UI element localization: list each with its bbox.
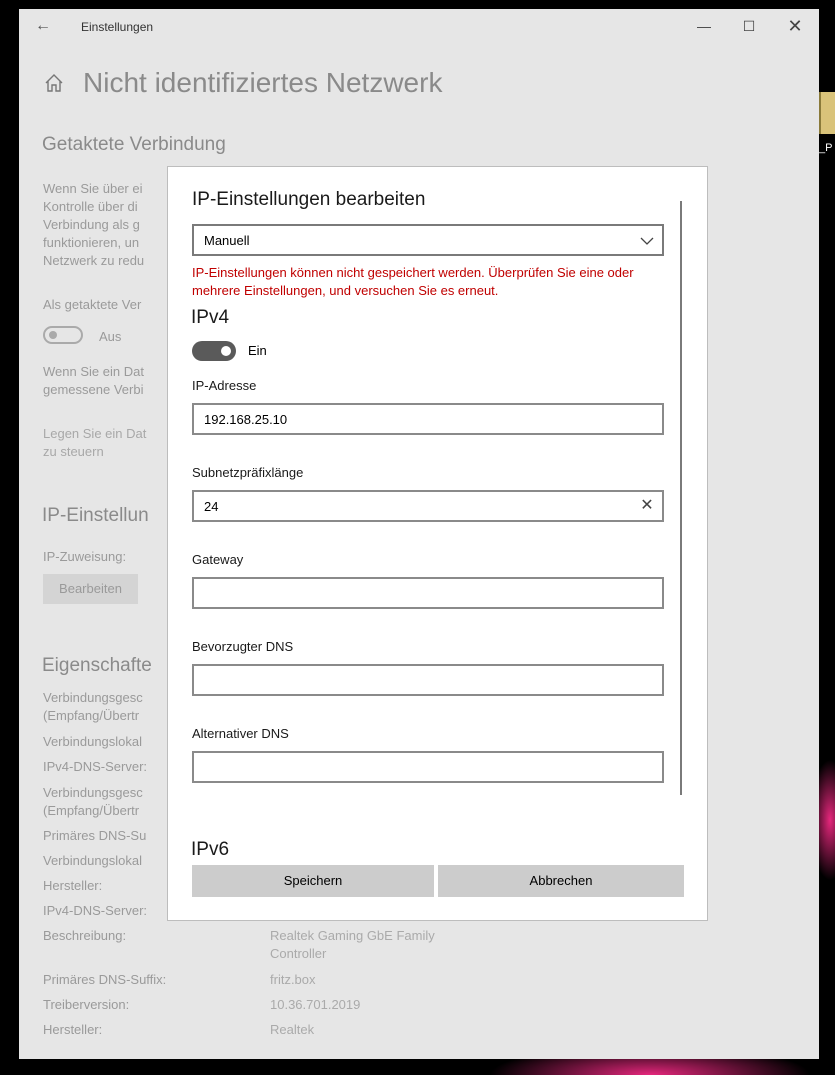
preferred-dns-label: Bevorzugter DNS — [192, 639, 294, 654]
property-label: Treiberversion: — [43, 997, 130, 1012]
ipv4-toggle[interactable] — [192, 341, 236, 361]
save-button[interactable]: Speichern — [192, 865, 434, 897]
property-value: Realtek Gaming GbE Family — [270, 928, 435, 943]
dialog-title: IP-Einstellungen bearbeiten — [192, 189, 426, 210]
properties-heading: Eigenschafte — [42, 655, 152, 676]
property-label: IPv4-DNS-Server: — [43, 903, 148, 918]
data-limit-link[interactable]: Legen Sie ein Dat — [43, 426, 147, 441]
error-line: mehrere Einstellungen, und versuchen Sie es erneut. — [192, 283, 499, 298]
metered-desc-line: Netzwerk zu redu — [43, 253, 145, 268]
property-value: fritz.box — [270, 972, 316, 987]
subnet-prefix-value: 24 — [204, 499, 219, 514]
property-label: Verbindungslokal — [43, 853, 143, 868]
data-limit-line: gemessene Verbi — [43, 382, 144, 397]
maximize-icon[interactable]: ☐ — [742, 18, 756, 34]
title-bar — [19, 9, 819, 43]
cancel-button[interactable]: Abbrechen — [438, 865, 684, 897]
property-value: Controller — [270, 946, 327, 961]
minimize-icon[interactable]: — — [697, 18, 711, 34]
metered-toggle-state: Aus — [99, 329, 122, 344]
preferred-dns-input[interactable] — [192, 664, 664, 696]
property-label: Hersteller: — [43, 1022, 103, 1037]
ipv4-toggle-label: Ein — [248, 343, 267, 358]
property-label: Beschreibung: — [43, 928, 127, 943]
error-line: IP-Einstellungen können nicht gespeichert werden. Überprüfen Sie eine oder — [192, 265, 634, 280]
ip-assign-label: IP-Zuweisung: — [43, 549, 127, 564]
page-title: Nicht identifiziertes Netzwerk — [83, 67, 443, 98]
settings-window — [19, 9, 819, 1059]
property-label: Primäres DNS-Su — [43, 828, 147, 843]
desktop-icon-label[interactable]: _P — [819, 142, 833, 154]
subnet-prefix-label: Subnetzpräfixlänge — [192, 465, 304, 480]
ip-mode-value: Manuell — [204, 233, 250, 248]
toggle-knob — [49, 331, 57, 339]
ip-settings-dialog — [167, 166, 708, 921]
data-limit-link[interactable]: zu steuern — [43, 444, 104, 459]
metered-toggle-label: Als getaktete Ver — [43, 297, 142, 312]
ipv4-heading: IPv4 — [191, 307, 230, 328]
property-label: Primäres DNS-Suffix: — [43, 972, 167, 987]
error-message — [192, 264, 672, 300]
metered-desc-line: Kontrolle über di — [43, 199, 138, 214]
close-icon[interactable]: ✕ — [787, 16, 803, 36]
ipv6-heading: IPv6 — [191, 839, 230, 860]
back-arrow-icon[interactable]: ← — [35, 17, 51, 34]
home-icon[interactable] — [43, 72, 65, 94]
metered-heading: Getaktete Verbindung — [42, 134, 226, 155]
property-label: Verbindungsgesc — [43, 785, 143, 800]
ip-address-input[interactable] — [192, 403, 664, 435]
clear-icon[interactable]: ✕ — [640, 497, 654, 514]
metered-desc-line: Wenn Sie über ei — [43, 181, 143, 196]
property-label: Verbindungslokal — [43, 734, 143, 749]
data-limit-line: Wenn Sie ein Dat — [43, 364, 144, 379]
ip-address-label: IP-Adresse — [192, 378, 257, 393]
metered-desc-line: Verbindung als g — [43, 217, 140, 232]
gateway-label: Gateway — [192, 552, 244, 567]
metered-toggle[interactable] — [43, 326, 83, 344]
property-value: Realtek — [270, 1022, 315, 1037]
property-label: (Empfang/Übertr — [43, 803, 140, 818]
gateway-input[interactable] — [192, 577, 664, 609]
toggle-knob — [221, 346, 231, 356]
property-value: 10.36.701.2019 — [270, 997, 361, 1012]
metered-desc-line: funktionieren, un — [43, 235, 140, 250]
ip-address-value: 192.168.25.10 — [204, 412, 288, 427]
edit-button[interactable]: Bearbeiten — [43, 574, 138, 604]
property-label: Verbindungsgesc — [43, 690, 143, 705]
window-title: Einstellungen — [81, 20, 154, 34]
alternate-dns-label: Alternativer DNS — [192, 726, 289, 741]
ip-settings-heading: IP-Einstellun — [42, 505, 149, 526]
property-label: IPv4-DNS-Server: — [43, 759, 148, 774]
chevron-down-icon — [640, 234, 654, 248]
ip-mode-select[interactable] — [192, 224, 664, 256]
desktop-file-icon[interactable] — [819, 92, 835, 134]
property-label: (Empfang/Übertr — [43, 708, 140, 723]
property-label: Hersteller: — [43, 878, 103, 893]
scrollbar[interactable] — [680, 201, 682, 795]
subnet-prefix-input[interactable] — [192, 490, 664, 522]
alternate-dns-input[interactable] — [192, 751, 664, 783]
